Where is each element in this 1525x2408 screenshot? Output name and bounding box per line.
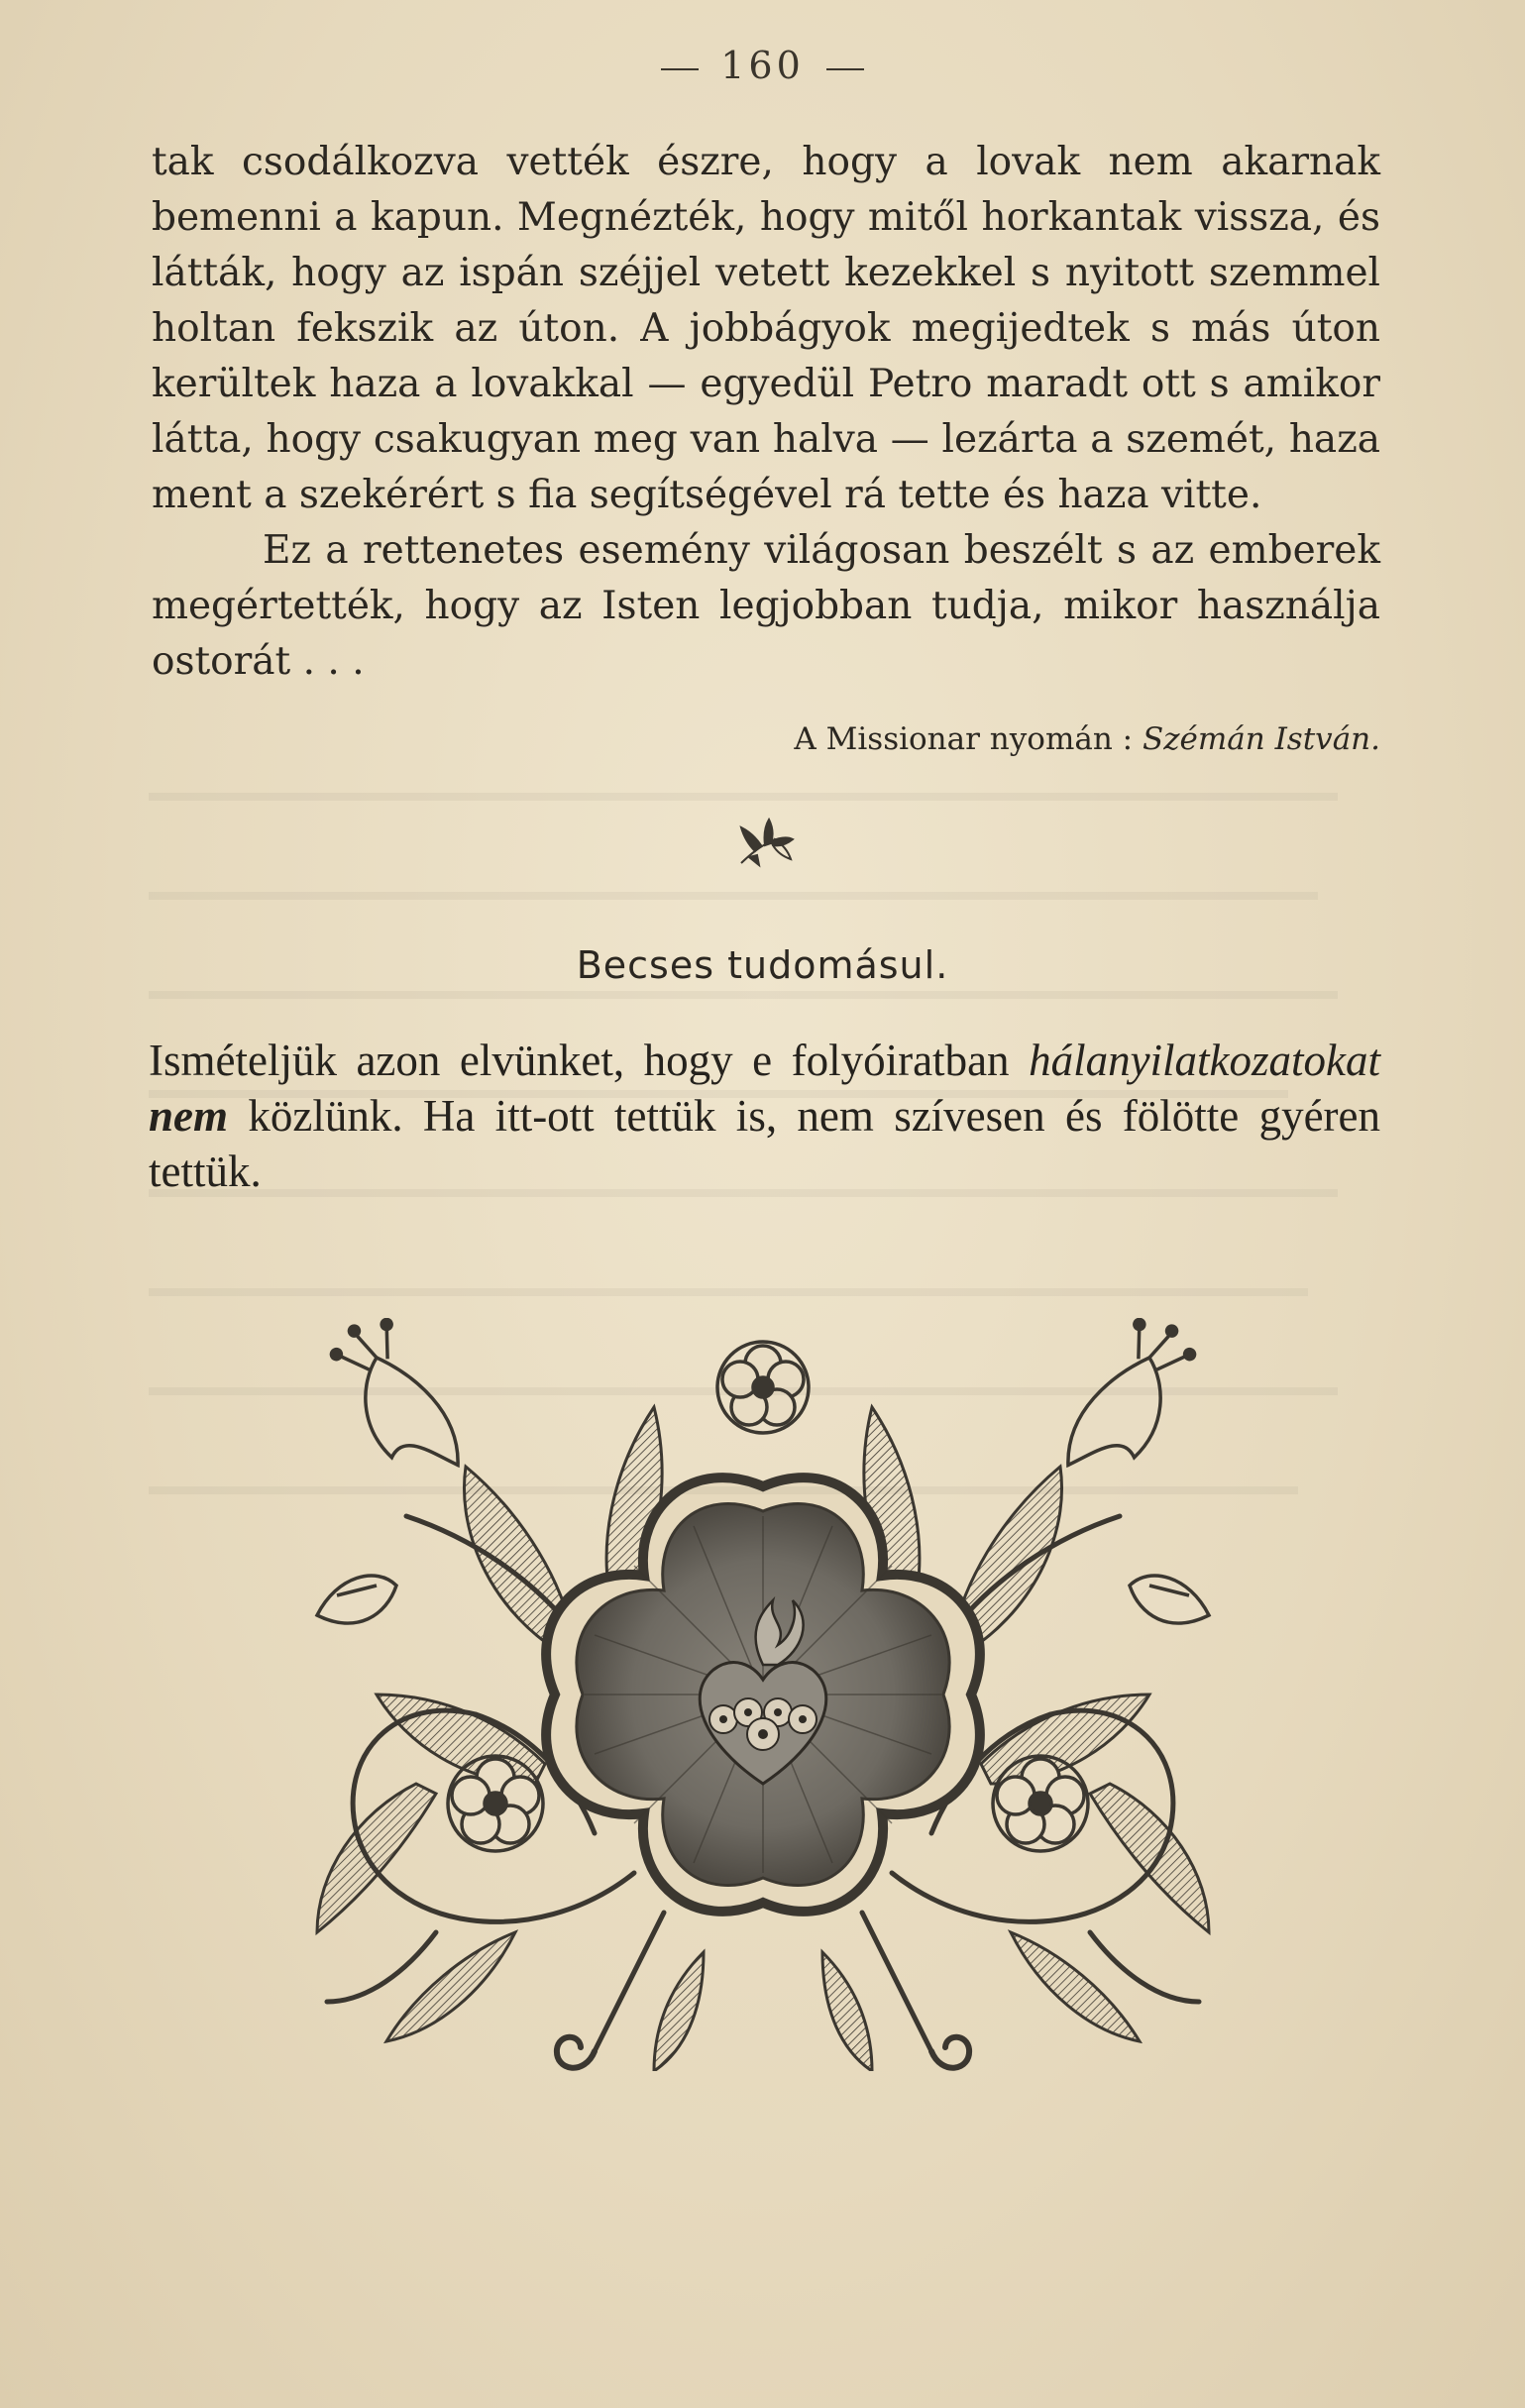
page-number-value: 160 — [720, 44, 805, 87]
attribution — [794, 721, 1380, 757]
notice-text-end: közlünk. Ha itt-ott tettük is, nem szívesen és fölötte gyéren tettük. — [149, 1091, 1380, 1196]
notice-text — [149, 1033, 1380, 1199]
notice-text-start: Ismételjük azon elvünket, hogy e folyóiratban — [149, 1036, 1010, 1085]
article-text — [152, 135, 1380, 690]
page-number-dash-left — [661, 68, 699, 70]
notice-italic-word: hálanyilatkozatokat — [1029, 1036, 1381, 1085]
vignette-hooks — [557, 2037, 969, 2068]
page-number — [0, 44, 1525, 87]
attribution-prefix: A Missionar nyomán : — [794, 721, 1134, 757]
floral-vignette — [238, 1318, 1288, 2071]
attribution-author: Szémán István. — [1142, 721, 1380, 757]
notice-heading: Becses tudomásul. — [576, 943, 949, 987]
notice-bold-word: nem — [149, 1091, 229, 1141]
article-paragraph: Ez a rettenetes esemény világosan beszélt s az emberek megértették, hogy az Isten legjobban tudja, mikor használja ostorát . . . — [152, 528, 1380, 684]
article-paragraph: tak csodálkozva vették észre, hogy a lovak nem akarnak bemenni a kapun. Megnézték, hogy mitől horkantak vissza, és látták, hogy az ispán széjjel vetett kezekkel s nyitott szemmel holtan fekszik az úton. A jobbágyok megijedtek s más úton kerültek haza a lovakkal — egyedül Petro maradt ott s amikor látta, hogy csakugyan meg van halva — lezárta a szemét, haza ment a szekérért s fia segítségével rá tette és haza vitte. — [152, 140, 1380, 517]
page-number-dash-right — [826, 68, 864, 70]
leaf-ornament-icon — [735, 818, 797, 869]
